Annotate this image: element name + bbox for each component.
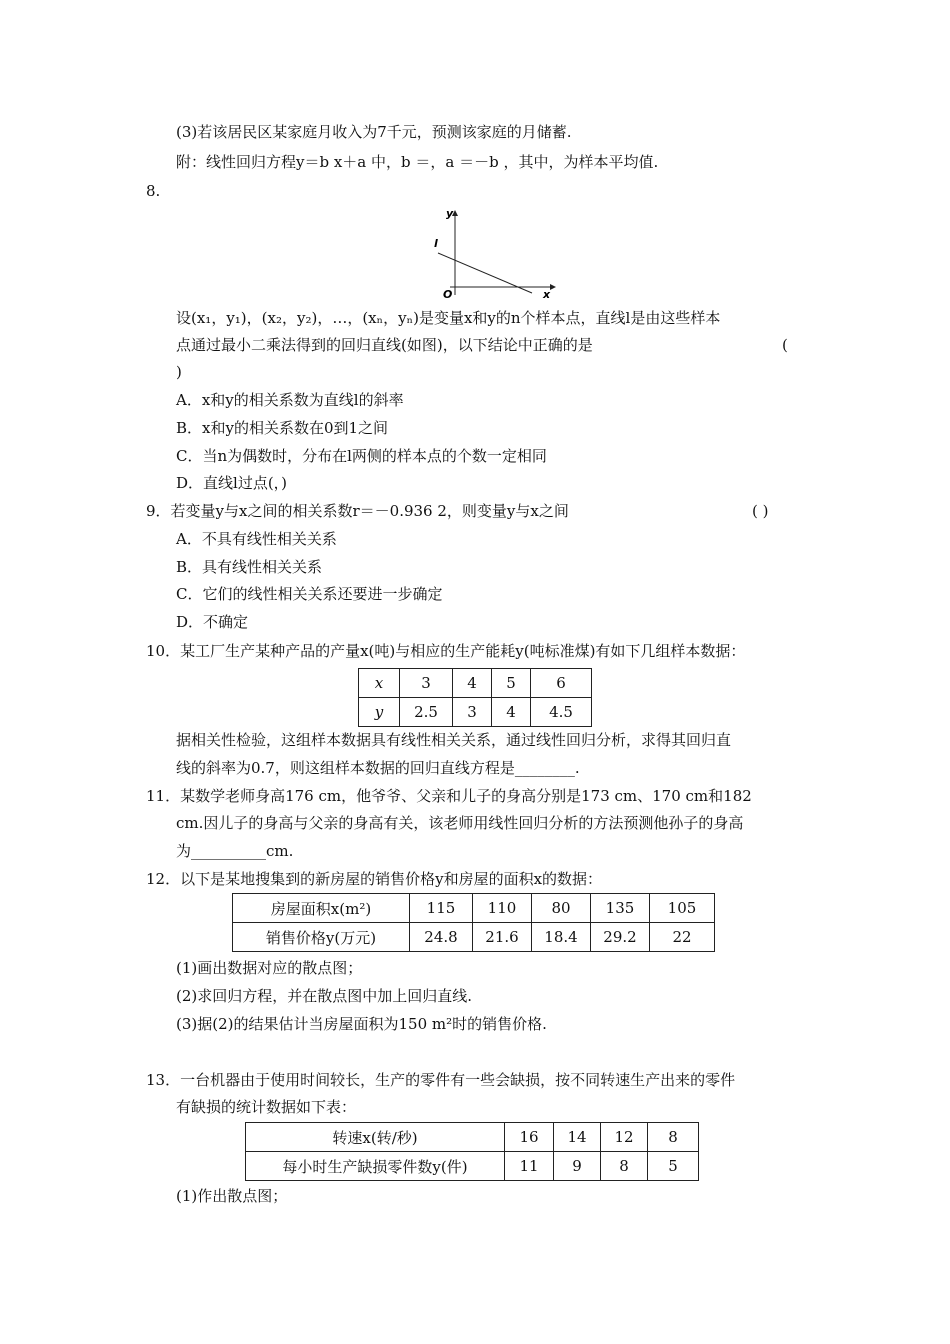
table-cell: 3 bbox=[400, 669, 453, 698]
text-line: 据相关性检验，这组样本数据具有线性相关关系，通过线性回归分析，求得其回归直 bbox=[176, 731, 732, 749]
table-row bbox=[233, 923, 715, 952]
table-cell: 24.8 bbox=[410, 923, 473, 952]
table-cell: 8 bbox=[648, 1123, 699, 1152]
table-row bbox=[233, 894, 715, 923]
question-11: 11．某数学老师身高176 cm，他爷爷、父亲和儿子的身高分别是173 cm、170 cm和182 bbox=[146, 787, 752, 805]
q13-data-table bbox=[245, 1122, 699, 1181]
table-cell: 110 bbox=[473, 894, 532, 923]
table-cell: 5 bbox=[492, 669, 531, 698]
text-line: (3)若该居民区某家庭月收入为7千元，预测该家庭的月储蓄. bbox=[176, 123, 572, 141]
table-cell: 14 bbox=[554, 1123, 601, 1152]
table-cell: 21.6 bbox=[473, 923, 532, 952]
text-line: 为__________cm. bbox=[176, 842, 294, 860]
y-axis-label: y bbox=[446, 207, 454, 220]
x-axis-arrow bbox=[550, 284, 556, 290]
option-b: B．具有线性相关关系 bbox=[176, 558, 323, 576]
regression-line-figure bbox=[430, 205, 560, 300]
table-cell: 135 bbox=[591, 894, 650, 923]
table-cell: 5 bbox=[648, 1152, 699, 1181]
x-axis-label: x bbox=[543, 288, 551, 300]
question-9: 9．若变量y与x之间的相关系数r＝－0.936 2，则变量y与x之间 bbox=[146, 502, 569, 520]
text-line: 设(x₁，y₁)，(x₂，y₂)，…，(xₙ，yₙ)是变量x和y的n个样本点，直线l是由这些样本 bbox=[176, 309, 721, 327]
text-line: 点通过最小二乘法得到的回归直线(如图)，以下结论中正确的是 bbox=[176, 336, 593, 354]
table-cell: 4 bbox=[492, 698, 531, 727]
table-cell: 2.5 bbox=[400, 698, 453, 727]
question-12: 12．以下是某地搜集到的新房屋的销售价格y和房屋的面积x的数据： bbox=[146, 870, 603, 888]
sub-question: (3)据(2)的结果估计当房屋面积为150 m²时的销售价格. bbox=[176, 1015, 547, 1033]
table-cell: 转速x(转/秒) bbox=[246, 1123, 505, 1152]
text-line: 附：线性回归方程y＝b x＋a 中，b ＝，a ＝－b ，其中，为样本平均值. bbox=[176, 153, 659, 171]
table-cell: 80 bbox=[532, 894, 591, 923]
text-line: 有缺损的统计数据如下表： bbox=[176, 1098, 357, 1116]
table-cell: 22 bbox=[650, 923, 715, 952]
q12-data-table bbox=[232, 893, 715, 952]
table-cell: 房屋面积x(m²) bbox=[233, 894, 410, 923]
text-line: cm.因儿子的身高与父亲的身高有关，该老师用线性回归分析的方法预测他孙子的身高 bbox=[176, 814, 744, 832]
table-cell: 12 bbox=[601, 1123, 648, 1152]
option-d: D．直线l过点(，) bbox=[176, 474, 288, 492]
table-cell: 16 bbox=[505, 1123, 554, 1152]
q10-data-table bbox=[358, 668, 592, 727]
question-10: 10．某工厂生产某种产品的产量x(吨)与相应的生产能耗y(吨标准煤)有如下几组样本数据： bbox=[146, 642, 746, 660]
table-cell: 3 bbox=[453, 698, 492, 727]
table-cell: 4.5 bbox=[531, 698, 592, 727]
table-cell: 11 bbox=[505, 1152, 554, 1181]
option-c: C．它们的线性相关关系还要进一步确定 bbox=[176, 585, 443, 603]
option-d: D．不确定 bbox=[176, 613, 249, 631]
question-13: 13．一台机器由于使用时间较长，生产的零件有一些会缺损，按不同转速生产出来的零件 bbox=[146, 1071, 736, 1089]
regression-diagram bbox=[430, 205, 560, 300]
table-cell: 9 bbox=[554, 1152, 601, 1181]
table-row bbox=[246, 1152, 699, 1181]
table-cell: 8 bbox=[601, 1152, 648, 1181]
sub-question: (1)画出数据对应的散点图； bbox=[176, 959, 363, 977]
table-row bbox=[359, 669, 592, 698]
option-a: A．不具有线性相关关系 bbox=[176, 530, 337, 548]
table-cell: x bbox=[359, 669, 400, 698]
table-cell: 每小时生产缺损零件数y(件) bbox=[246, 1152, 505, 1181]
table-cell: 29.2 bbox=[591, 923, 650, 952]
origin-label: O bbox=[443, 288, 453, 300]
table-row bbox=[359, 698, 592, 727]
option-a: A．x和y的相关系数为直线l的斜率 bbox=[176, 391, 404, 409]
option-c: C．当n为偶数时，分布在l两侧的样本点的个数一定相同 bbox=[176, 447, 547, 465]
option-b: B．x和y的相关系数在0到1之间 bbox=[176, 419, 389, 437]
table-cell: 6 bbox=[531, 669, 592, 698]
sub-question: (2)求回归方程，并在散点图中加上回归直线. bbox=[176, 987, 473, 1005]
table-cell: y bbox=[359, 698, 400, 727]
text-line: 线的斜率为0.7，则这组样本数据的回归直线方程是________. bbox=[176, 759, 580, 777]
table-cell: 115 bbox=[410, 894, 473, 923]
table-cell: 18.4 bbox=[532, 923, 591, 952]
answer-paren: ( ) bbox=[752, 502, 769, 520]
question-number: 8. bbox=[146, 182, 161, 200]
table-row bbox=[246, 1123, 699, 1152]
table-cell: 105 bbox=[650, 894, 715, 923]
table-cell: 4 bbox=[453, 669, 492, 698]
answer-paren-close: ) bbox=[176, 363, 182, 381]
table-cell: 销售价格y(万元) bbox=[233, 923, 410, 952]
sub-question: (1)作出散点图； bbox=[176, 1187, 288, 1205]
answer-paren-open: ( bbox=[782, 336, 788, 354]
line-label: l bbox=[434, 237, 438, 250]
